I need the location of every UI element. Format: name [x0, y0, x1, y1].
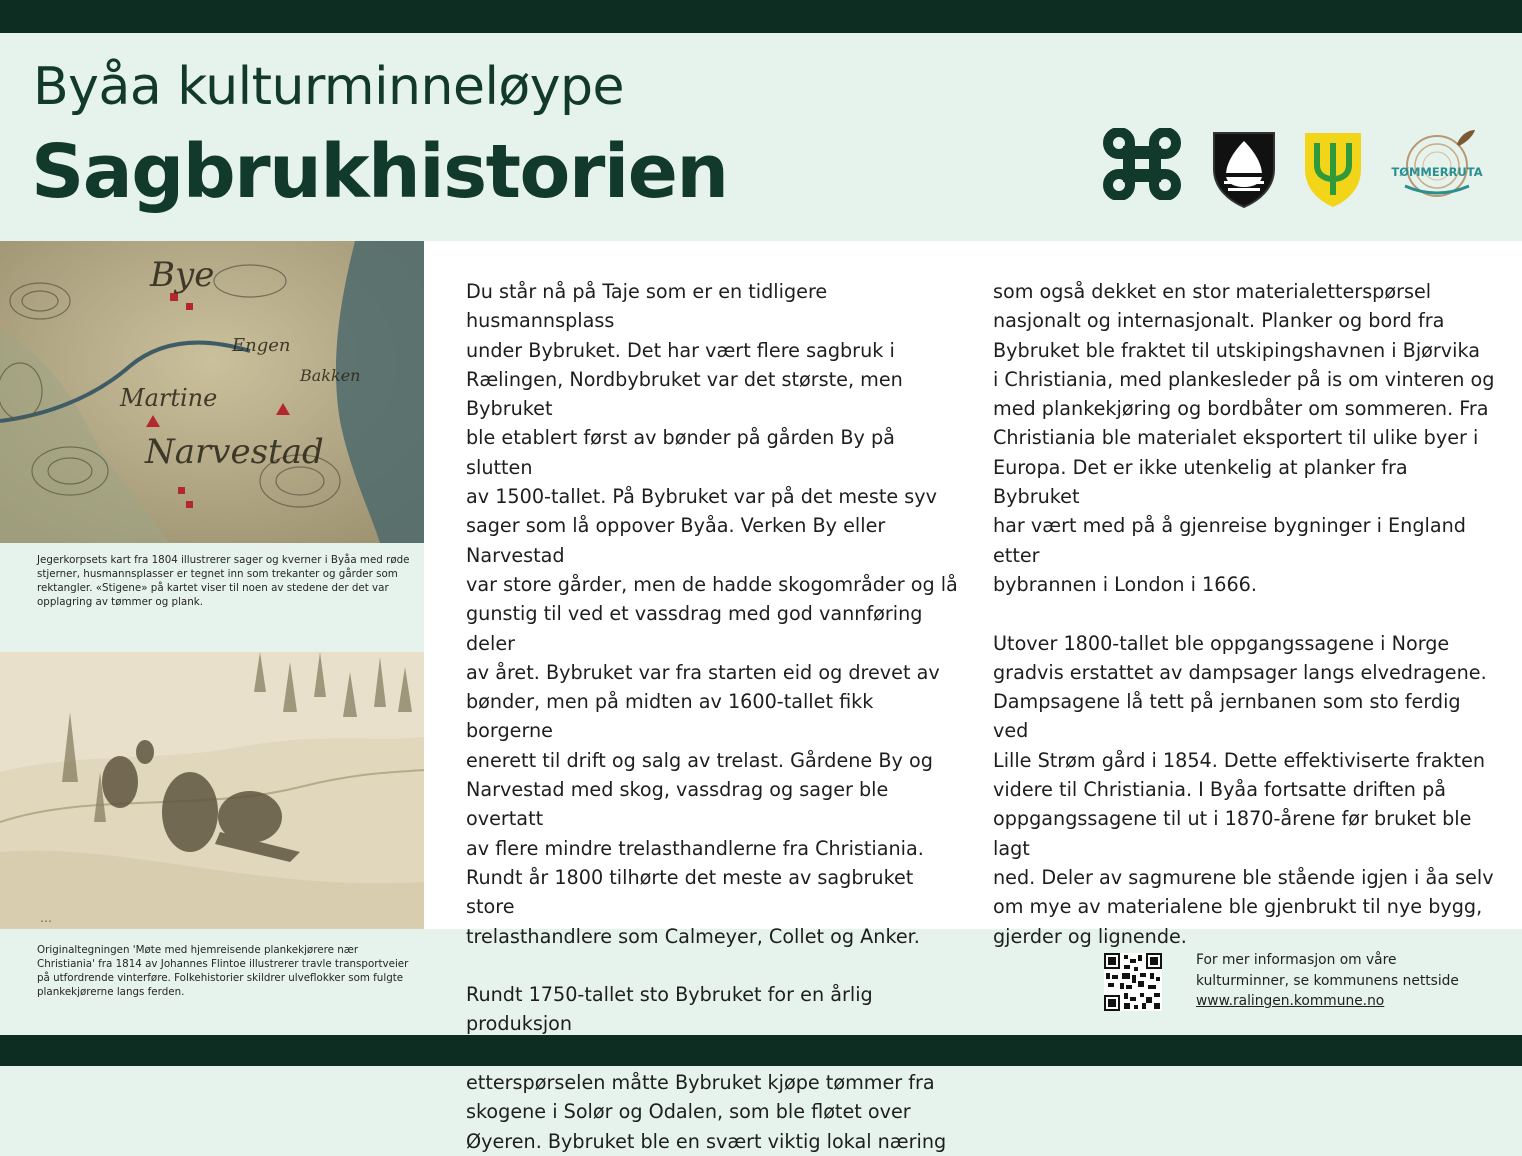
paragraph: som også dekket en stor materialetterspørsel nasjonalt og internasjonalt. Planker og bord fra Bybruket ble fraktet til utskipingshavnen i Bjørvika i Christiania, med plankesleder på is om vinteren og med plankekjøring og bordbåter om sommeren. Fra Christiania ble materialet eksportert til ulike byer i Europa. Det er ikke utenkelig at planker fra Bybruket har vært med på å gjenreise bygninger i England etter bybrannen i London i 1666. — [993, 280, 1495, 596]
command-symbol-logo-icon — [1103, 128, 1181, 200]
paragraph: Rundt 1750-tallet sto Bybruket for en årlig produksjon etterspørselen måtte Bybruket kjøpe tømmer fra skogene i Solør og Odalen, som ble fløtet over Øyeren. Bybruket ble en svært viktig lokal næring — [466, 983, 947, 1153]
text-column-left — [466, 277, 966, 1156]
svg-text:Narvestad: Narvestad — [145, 432, 324, 472]
page-subtitle: Byåa kulturminneløype — [33, 57, 624, 117]
historical-map-image — [0, 241, 424, 543]
paragraph: Utover 1800-tallet ble oppgangssagene i Norge gradvis erstattet av dampsager langs elvedragene. Dampsagene lå tett på jernbanen som sto ferdig ved Lille Strøm gård i 1854. Dette effektiviserte frakten videre til Christiania. I Byåa fortsatte driften på oppgangssagene til ut i 1870-årene før bruket ble lagt ned. Deler av sagmurene ble stående igjen i åa selv om mye av materialene ble gjenbrukt til nye bygg, gjerder og lignende. — [993, 631, 1494, 948]
qr-code-icon[interactable] — [1104, 953, 1162, 1011]
svg-text:…: … — [40, 911, 52, 925]
bottom-band — [0, 1035, 1522, 1066]
page-title: Sagbrukhistorien — [31, 129, 728, 215]
historical-drawing-image — [0, 652, 424, 929]
more-info — [1196, 950, 1459, 1012]
svg-text:Bakken: Bakken — [300, 366, 361, 385]
municipality-website-link[interactable]: www.ralingen.kommune.no — [1196, 993, 1385, 1009]
top-band — [0, 0, 1522, 33]
coat-of-arms-shield-icon — [1212, 131, 1276, 209]
drawing-caption: Originaltegningen 'Møte med hjemreisende plankekjørere nær Christiania' fra 1814 av Johannes Flintoe illustrerer travle transportveier på utfordrende vinterføre. Folkehistorier skildrer ulveflokker som fulgte plankekjørerne langs ferden. — [37, 944, 409, 998]
svg-text:Engen: Engen — [232, 335, 291, 356]
tommerruta-logo-icon — [1387, 126, 1487, 202]
svg-text:Bye: Bye — [150, 255, 215, 295]
text-column-right — [993, 277, 1498, 951]
map-caption: Jegerkorpsets kart fra 1804 illustrerer sager og kverner i Byåa med røde stjerner, husmannsplasser er tegnet inn som trekanter og gårder som rektangler. «Stigene» på kartet viser til noen av stedene der det var opplagring av tømmer og plank. — [37, 554, 410, 608]
paragraph: Du står nå på Taje som er en tidligere husmannsplass under Bybruket. Det har vært flere sagbruk i Rælingen, Nordbybruket var det største, men Bybruket ble etablert først av bønder på gården By på slutten av 1500-tallet. På Bybruket var på det meste syv sager som lå oppover Byåa. Verken By eller Narvestad var store gårder, men de hadde skogområder og lå gunstig til ved et vassdrag med god vannføring deler av året. Bybruket var fra starten eid og drevet av bønder, men på midten av 1600-tallet fikk borgerne enerett til drift og salg av trelast. Gårdene By og Narvestad med skog, vassdrag og sager ble overtatt av flere mindre trelasthandlerne fra Christiania. Rundt år 1800 tilhørte det meste av sagbruket store trelasthandlere som Calmeyer, Collet og Anker. — [466, 280, 958, 948]
info-line: kulturminner, se kommunens nettside — [1196, 972, 1459, 989]
svg-text:Martine: Martine — [120, 384, 218, 412]
tommerruta-logo-text: TØMMERRUTA — [1391, 165, 1483, 179]
info-line: For mer informasjon om våre — [1196, 952, 1397, 968]
trident-shield-logo-icon — [1303, 131, 1363, 209]
